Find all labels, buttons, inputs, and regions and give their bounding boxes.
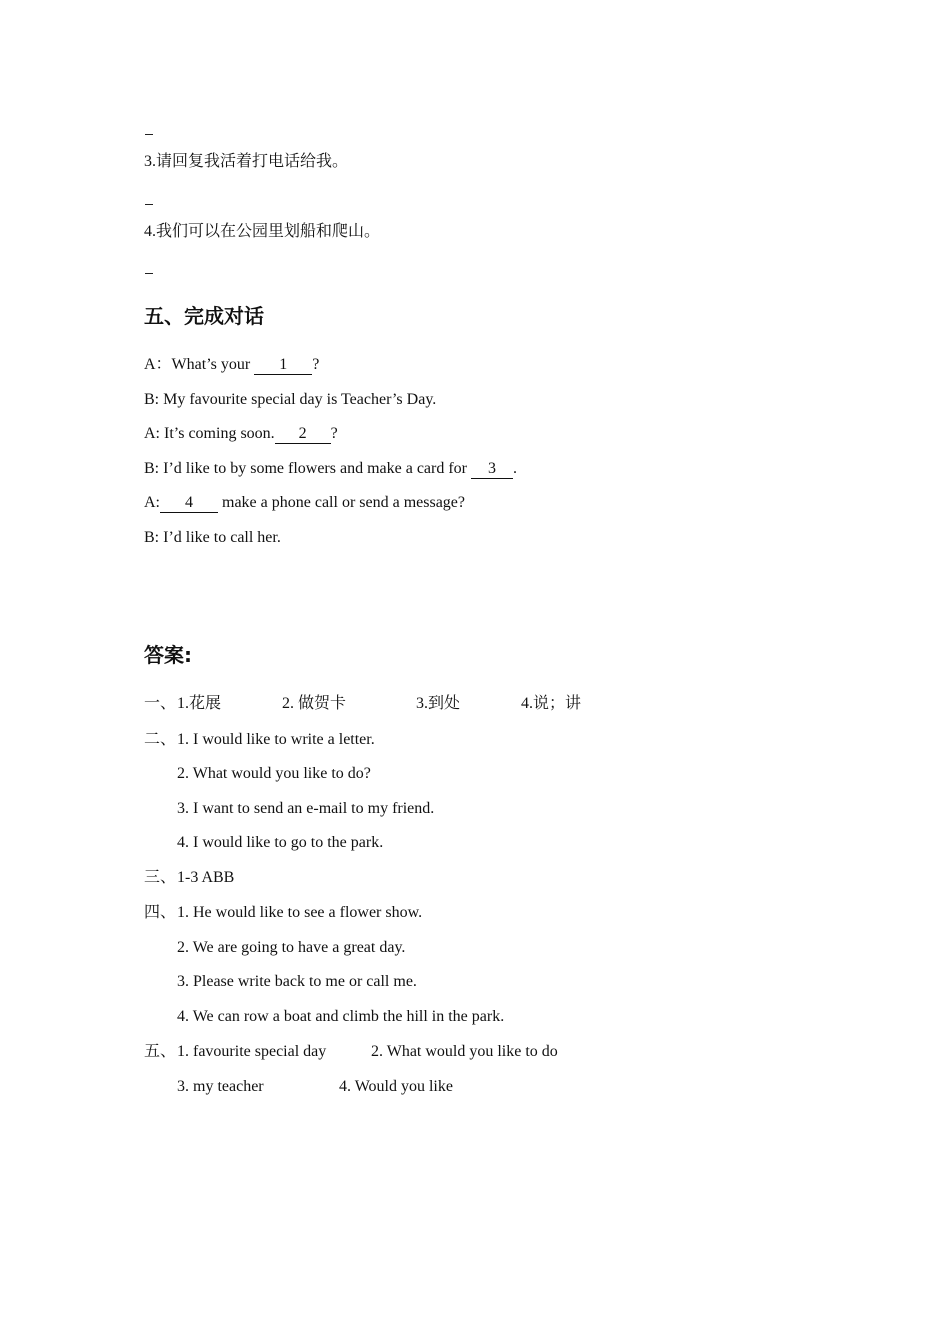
answer-line <box>145 204 153 205</box>
answer-item: 2. We are going to have a great day. <box>177 939 406 956</box>
answer-item: 2. 做贺卡 <box>282 695 347 712</box>
blank-4[interactable]: 4 <box>160 494 218 513</box>
dialogue-line-4: B: I’d like to by some flowers and make a card for 3 . <box>144 460 518 477</box>
answer-item: 3.到处 <box>416 695 461 712</box>
dialogue-line-2: B: My favourite special day is Teacher’s Day. <box>144 391 437 408</box>
answer-prefix: 一、 <box>144 695 177 712</box>
answer-item: 2. What would you like to do <box>371 1043 558 1060</box>
answer-prefix: 三、 <box>144 869 177 886</box>
blank-3[interactable]: 3 <box>471 460 513 479</box>
dialogue-line-1: A：What’s your 1 ? <box>144 356 320 373</box>
answer-item: 1. He would like to see a flower show. <box>177 904 423 921</box>
answer-item: 3. my teacher <box>177 1078 264 1095</box>
answer-item: 1. I would like to write a letter. <box>177 731 375 748</box>
answer-line <box>145 273 153 274</box>
dialogue-line-6: B: I’d like to call her. <box>144 529 281 546</box>
translation-item-3: 3.请回复我活着打电话给我。 <box>144 153 349 170</box>
answer-item: 4.说；讲 <box>521 695 582 712</box>
dialogue-line-3: A: It’s coming soon. 2 ? <box>144 425 338 442</box>
answer-item: 4. I would like to go to the park. <box>177 834 384 851</box>
answer-line <box>145 134 153 135</box>
blank-2[interactable]: 2 <box>275 425 331 444</box>
answer-item: 1-3 ABB <box>177 869 235 886</box>
answer-prefix: 五、 <box>144 1043 177 1060</box>
answer-item: 2. What would you like to do? <box>177 765 371 782</box>
answer-item: 3. Please write back to me or call me. <box>177 973 417 990</box>
answer-item: 4. We can row a boat and climb the hill in the park. <box>177 1008 505 1025</box>
answer-item: 4. Would you like <box>339 1078 453 1095</box>
answer-prefix: 四、 <box>144 904 177 921</box>
translation-item-4: 4.我们可以在公园里划船和爬山。 <box>144 223 381 240</box>
answer-item: 1.花展 <box>177 695 222 712</box>
answer-item: 1. favourite special day <box>177 1043 327 1060</box>
blank-1[interactable]: 1 <box>254 356 312 375</box>
section-heading-dialogue: 五、完成对话 <box>144 304 264 328</box>
answer-item: 3. I want to send an e-mail to my friend. <box>177 800 435 817</box>
answers-heading: 答案: <box>144 643 192 667</box>
dialogue-line-5: A: 4 make a phone call or send a message? <box>144 494 466 511</box>
answer-prefix: 二、 <box>144 731 177 748</box>
